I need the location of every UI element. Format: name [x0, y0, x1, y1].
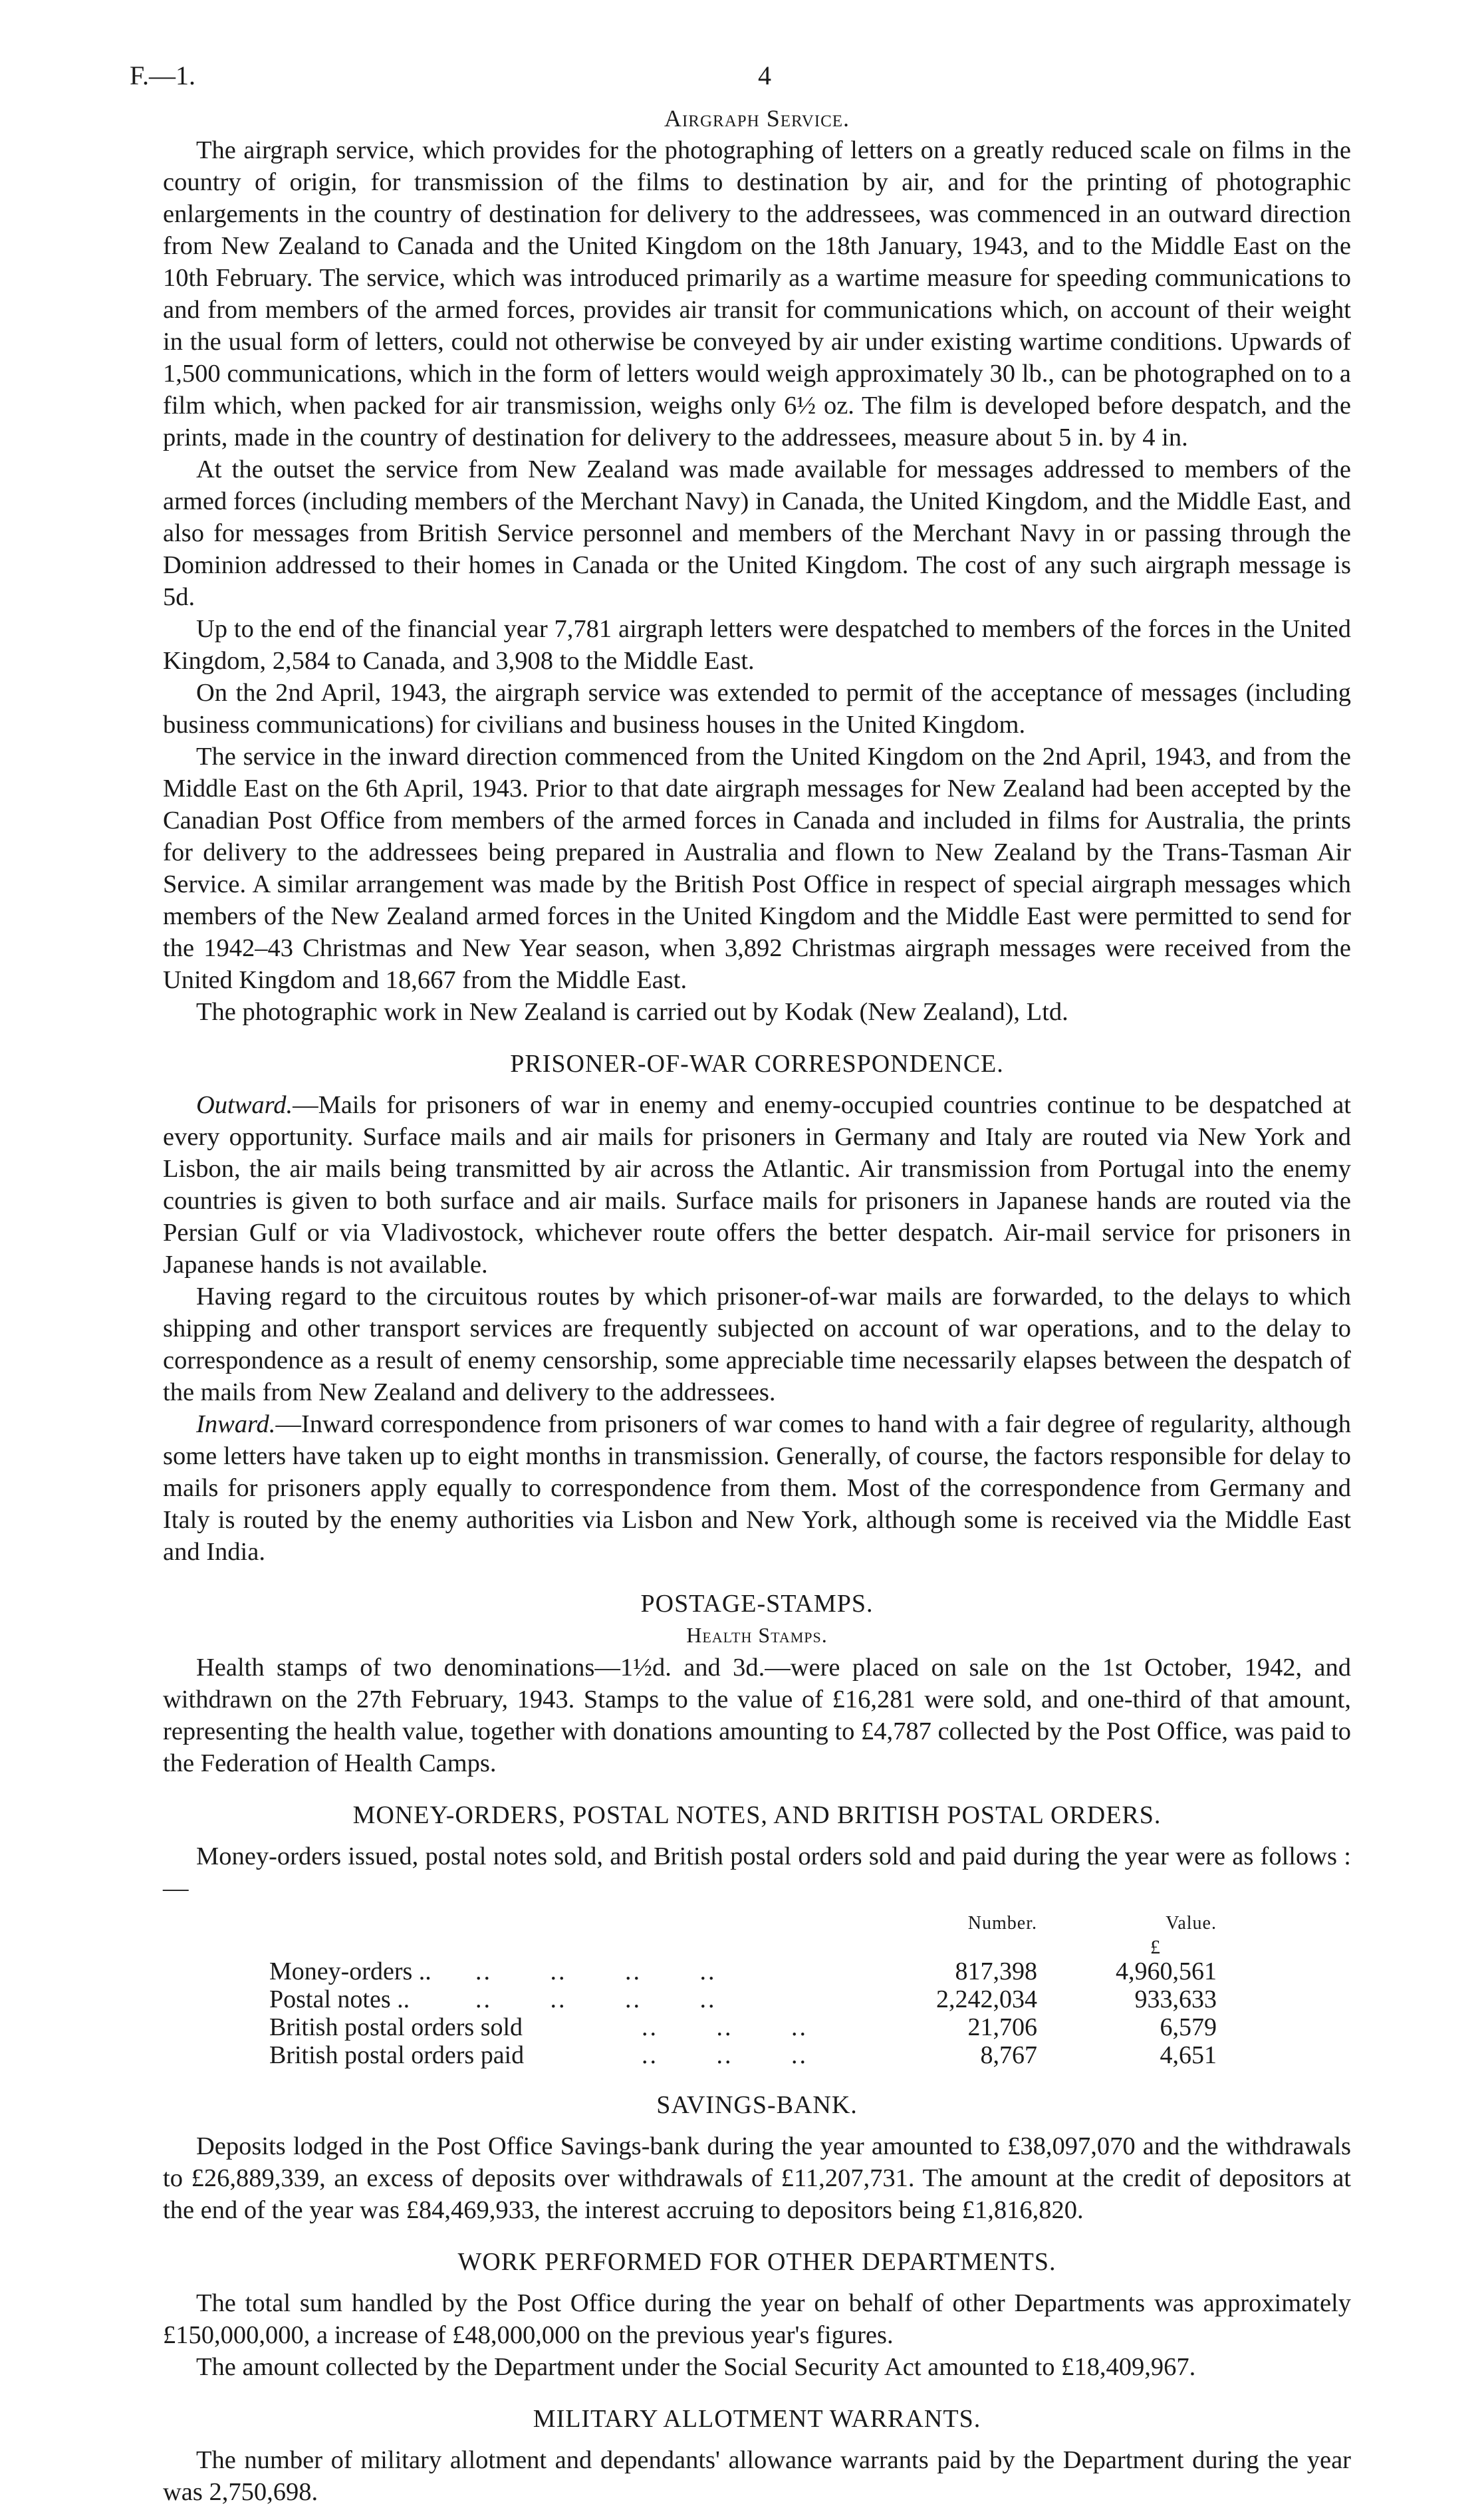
row-number: 8,767	[980, 2041, 1037, 2069]
pow-outward-text: —Mails for prisoners of war in enemy and enemy-occupied countries continue to be despatched at every opportunity. Surface mails and air mails for prisoners in Germany and Italy are routed via New York and Lisbon, the air mails being transmitted by air across the Atlantic. Air transmission from Portugal into the enemy countries is given to both surface and air mails. Surface mails for prisoners in Japanese hands are routed via the Persian Gulf or via Vladivostock, whichever route offers the better despatch. Air-mail service for prisoners in Japanese hands is not available.	[163, 1091, 1351, 1279]
money-orders-table	[163, 1910, 1351, 2069]
page-header	[130, 47, 1351, 93]
row-leader: .. .. ..	[642, 2013, 808, 2041]
row-label: British postal orders paid	[269, 2041, 525, 2069]
row-value: 4,960,561	[1116, 1957, 1217, 1985]
column-header-value: Value.	[1166, 1913, 1217, 1934]
row-number: 2,242,034	[936, 1985, 1037, 2013]
pow-section	[163, 1048, 1351, 1568]
column-header-number: Number.	[967, 1913, 1037, 1934]
airgraph-heading: Airgraph Service.	[664, 105, 850, 132]
table-row	[163, 1985, 1351, 2013]
pow-outward-paragraph	[163, 1089, 1351, 1281]
airgraph-section	[163, 102, 1351, 1028]
outward-label: Outward.	[196, 1091, 293, 1119]
pow-delays-paragraph: Having regard to the circuitous routes by which prisoner-of-war mails are forwarded, to the delays to which shipping and other transport services are frequently subjected on account of war operations, and to the delay to correspondence as a result of enemy censorship, some appreciable time necessarily elapses between the despatch of the mails from New Zealand and delivery to the addressees.	[163, 1283, 1351, 1406]
row-label: Money-orders ..	[269, 1957, 432, 1985]
military-section	[163, 2403, 1351, 2508]
inward-label: Inward.	[196, 1410, 276, 1438]
page-code: F.—1.	[130, 61, 196, 90]
row-value: 6,579	[1160, 2013, 1217, 2041]
pow-inward-text: —Inward correspondence from prisoners of war comes to hand with a fair degree of regularity, although some letters have taken up to eight months in transmission. Generally, of course, the factors responsible for delay to mails for prisoners apply equally to correspondence from them. Most of the correspondence from Germany and Italy is routed by the enemy authorities via Lisbon and New York, although some is received via the Middle East and India.	[163, 1410, 1351, 1566]
savings-heading: SAVINGS-BANK.	[656, 2091, 858, 2119]
column-unit-value: £	[1150, 1936, 1160, 1958]
airgraph-paragraph-1: The airgraph service, which provides for the photographing of letters on a greatly reduced scale on films in the country of origin, for transmission of the films to destination by air, and for the printing of photographic enlargements in the country of destination for delivery to the addressees, was commenced in an outward direction from New Zealand to Canada and the United Kingdom on the 18th January, 1943, and to the Middle East on the 10th February. The service, which was introduced primarily as a wartime measure for speeding communications to and from members of the armed forces, provides air transit for communications which, on account of their weight in the usual form of letters, could not otherwise be conveyed by air under existing wartime conditions. Upwards of 1,500 communications, which in the form of letters would weigh approximately 30 lb., can be photographed on to a film which, when packed for air transmission, weighs only 6½ oz. The film is developed before despatch, and the prints, made in the country of destination for delivery to the addressees, measure about 5 in. by 4 in.	[163, 136, 1351, 451]
money-orders-heading: MONEY-ORDERS, POSTAL NOTES, AND BRITISH POSTAL ORDERS.	[352, 1801, 1162, 1829]
stamps-paragraph: Health stamps of two denominations—1½d. and 3d.—were placed on sale on the 1st October, 1942, and withdrawn on the 27th February, 1943. Stamps to the value of £16,281 were sold, and one-third of that amount, representing the health value, together with donations amounting to £4,787 collected by the Post Office, was paid to the Federation of Health Camps.	[163, 1654, 1351, 1777]
table-row	[163, 2013, 1351, 2041]
health-stamps-subheading: Health Stamps.	[686, 1623, 828, 1647]
money-orders-intro: Money-orders issued, postal notes sold, and British postal orders sold and paid during the year were as follows :—	[163, 1842, 1351, 1902]
stamps-heading: POSTAGE-STAMPS.	[640, 1590, 874, 1618]
airgraph-paragraph-6: The photographic work in New Zealand is carried out by Kodak (New Zealand), Ltd.	[196, 998, 1068, 1026]
airgraph-paragraph-5: The service in the inward direction commenced from the United Kingdom on the 2nd April, 1943, and from the Middle East on the 6th April, 1943. Prior to that date airgraph messages for New Zealand had been accepted by the Canadian Post Office from members of the armed forces in Canada and included in films for Australia, the prints for delivery to the addressees being prepared in Australia and flown to New Zealand by the Trans-Tasman Air Service. A similar arrangement was made by the British Post Office in respect of special airgraph messages which members of the New Zealand armed forces in the United Kingdom and the Middle East were permitted to send for the 1942–43 Christmas and New Year season, when 3,892 Christmas airgraph messages were received from the United Kingdom and 18,667 from the Middle East.	[163, 743, 1351, 994]
table-row	[163, 1957, 1351, 1985]
savings-section	[163, 2089, 1351, 2226]
military-heading: MILITARY ALLOTMENT WARRANTS.	[533, 2405, 981, 2433]
page-number: 4	[758, 61, 771, 90]
other-departments-heading: WORK PERFORMED FOR OTHER DEPARTMENTS.	[457, 2248, 1056, 2276]
airgraph-paragraph-2: At the outset the service from New Zealand was made available for messages addressed to members of the armed forces (including members of the Merchant Navy) in Canada, the United Kingdom, and the Middle East, and also for messages from British Service personnel and members of the Merchant Navy in or passing through the Dominion addressed to their homes in Canada or the United Kingdom. The cost of any such airgraph message is 5d.	[163, 455, 1351, 611]
table-header-row	[163, 1910, 1351, 1934]
airgraph-paragraph-4: On the 2nd April, 1943, the airgraph service was extended to permit of the acceptance of messages (including business communications) for civilians and business houses in the United Kingdom.	[163, 679, 1351, 739]
table-unit-row	[163, 1934, 1351, 1957]
row-leader: .. .. .. ..	[475, 1957, 717, 1985]
military-paragraph: The number of military allotment and dependants' allowance warrants paid by the Department during the year was 2,750,698.	[163, 2446, 1351, 2506]
row-label: British postal orders sold	[269, 2013, 523, 2041]
table-row	[163, 2041, 1351, 2069]
row-value: 4,651	[1160, 2041, 1217, 2069]
row-leader: .. .. .. ..	[475, 1985, 717, 2013]
pow-inward-paragraph	[163, 1408, 1351, 1568]
row-number: 817,398	[955, 1957, 1037, 1985]
savings-paragraph: Deposits lodged in the Post Office Savings-bank during the year amounted to £38,097,070 and the withdrawals to £26,889,339, an excess of deposits over withdrawals of £11,207,731. The amount at the credit of depositors at the end of the year was £84,469,933, the interest accruing to depositors being £1,816,820.	[163, 2132, 1351, 2224]
airgraph-paragraph-3: Up to the end of the financial year 7,781 airgraph letters were despatched to members of the forces in the United Kingdom, 2,584 to Canada, and 3,908 to the Middle East.	[163, 615, 1351, 675]
pow-heading: PRISONER-OF-WAR CORRESPONDENCE.	[510, 1050, 1004, 1078]
other-departments-paragraph-1: The total sum handled by the Post Office during the year on behalf of other Departments was approximately £150,000,000, a increase of £48,000,000 on the previous year's figures.	[163, 2289, 1351, 2349]
row-value: 933,633	[1134, 1985, 1217, 2013]
other-departments-section	[163, 2246, 1351, 2383]
row-label: Postal notes ..	[269, 1985, 410, 2013]
money-orders-section	[163, 1799, 1351, 2069]
row-number: 21,706	[967, 2013, 1037, 2041]
row-leader: .. .. ..	[642, 2041, 808, 2069]
stamps-section	[163, 1588, 1351, 1779]
other-departments-paragraph-2: The amount collected by the Department under the Social Security Act amounted to £18,409,967.	[196, 2353, 1196, 2381]
